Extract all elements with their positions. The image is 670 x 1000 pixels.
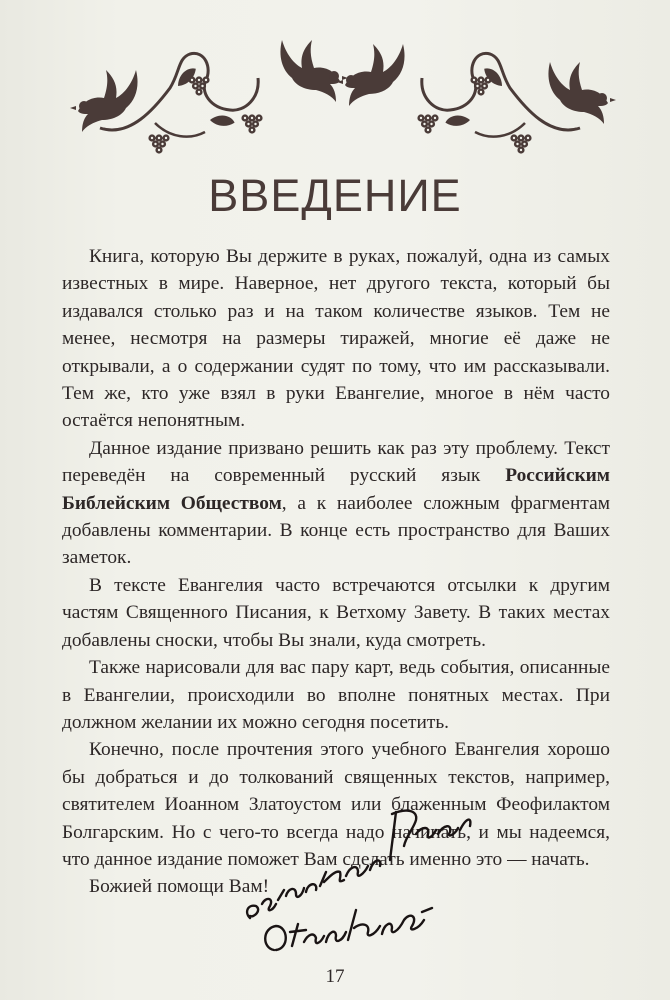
dove-grapevine-ornament-icon [60,28,620,158]
paragraph-3: В тексте Евангелия часто встречаются отсылки к другим частям Священного Писания, к Ветхому Завету. В таких местах добавлены сноски, чтобы Вы знали, куда смотреть. [62,574,610,651]
paragraph-2-after: , а к наиболее сложным фрагментам добавлены комментарии. В конце есть пространство для Ваших заметок. [62,492,610,569]
closing-blessing: Божией помощи Вам! [89,876,270,898]
paragraph-1: Книга, которую Вы держите в руках, пожалуй, одна из самых известных в мире. Наверное, нет другого текста, который бы издавался столько раз и на таком количестве языков. Тем не менее, несмотря на размеры тиражей, многие её даже не открывали, а о содержании судят по тому, что им рассказывали. Тем же, кто уже взял в руки Евангелие, многое в нём часто остаётся непонятным. [62,246,610,432]
paragraph-4: Также нарисовали для вас пару карт, ведь события, описанные в Евангелии, происходили во вполне понятных местах. При должном желании их можно сегодня посетить. [62,657,610,733]
paragraph-2-before: Данное издание призвано решить как раз эту проблему. Текст переведён на современный русский язык [62,437,610,487]
paragraph-5: Конечно, после прочтения этого учебного Евангелия хорошо бы добраться и до толкований священных текстов, например, святителем Иоанном Златоустом или блаженным Феофилактом Болгарским. Но с чего-то всегда надо начинать, и мы надеемся, что данное издание поможет Вам сделать именно это — начать. [62,739,610,870]
page-number: 17 [325,966,345,987]
paragraph-2 [62,435,610,572]
handwritten-signature [240,800,480,960]
page-title: ВВЕДЕНИЕ [208,170,462,221]
publisher-name: Российским Библейским Обществом [62,465,610,514]
